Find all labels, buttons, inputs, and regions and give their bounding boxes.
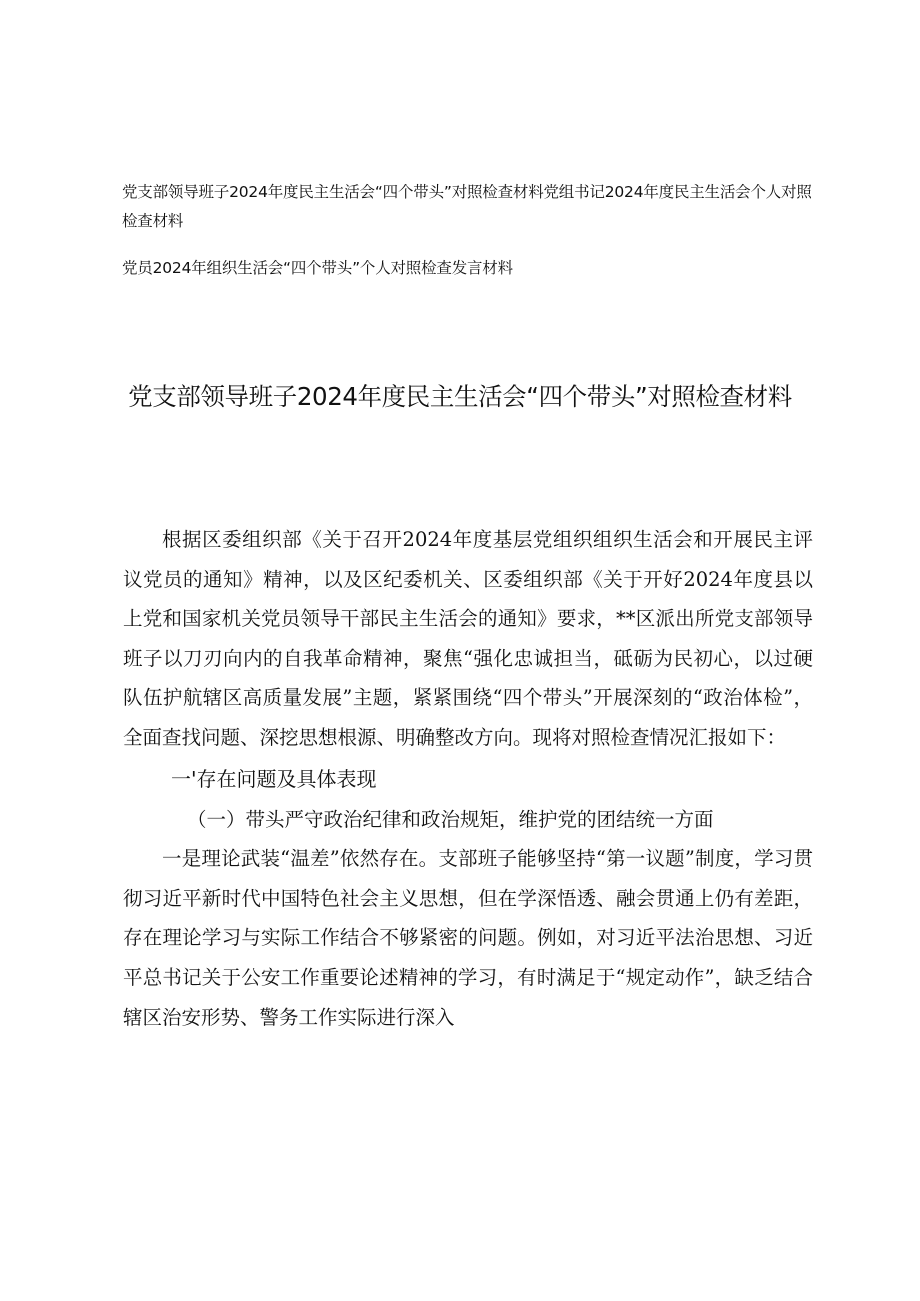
section-heading: 一'存在问题及具体表现 [171, 766, 377, 791]
document-body [123, 520, 813, 1037]
body-paragraph: 一是理论武装“温差”依然存在。支部班子能够坚持“第一议题”制度，学习贯彻习近平新时代中国特色社会主义思想，但在学深悟透、融会贯通上仍有差距，存在理论学习与实际工作结合不够紧密的问题。例如，对习近平法治思想、习近平总书记关于公安工作重要论述精神的学习，有时满足于“规定动作”，缺乏结合辖区治安形势、警务工作实际进行深入 [123, 847, 813, 1029]
subsection-heading: （一）带头严守政治纪律和政治规矩，维护党的团结统一方面 [187, 807, 714, 831]
related-document-line-1: 党支部领导班子2024年度民主生活会“四个带头”对照检查材料党组书记2024年度民主生活会个人对照检查材料 [122, 183, 812, 230]
document-title: 党支部领导班子2024年度民主生活会“四个带头”对照检查材料 [128, 382, 792, 411]
related-document-line-2: 党员2024年组织生活会“四个带头”个人对照检查发言材料 [122, 259, 513, 277]
intro-paragraph: 根据区委组织部《关于召开2024年度基层党组织组织生活会和开展民主评议党员的通知》精神，以及区纪委机关、区委组织部《关于开好2024年度县以上党和国家机关党员领导干部民主生活会的通知》要求，**区派出所党支部领导班子以刀刃向内的自我革命精神，聚焦“强化忠诚担当，砥砺为民初心，以过硬队伍护航辖区高质量发展”主题，紧紧围绕“四个带头”开展深刻的“政治体检”，全面查找问题、深挖思想根源、明确整改方向。现将对照检查情况汇报如下： [123, 528, 813, 749]
related-documents-list [122, 178, 812, 283]
